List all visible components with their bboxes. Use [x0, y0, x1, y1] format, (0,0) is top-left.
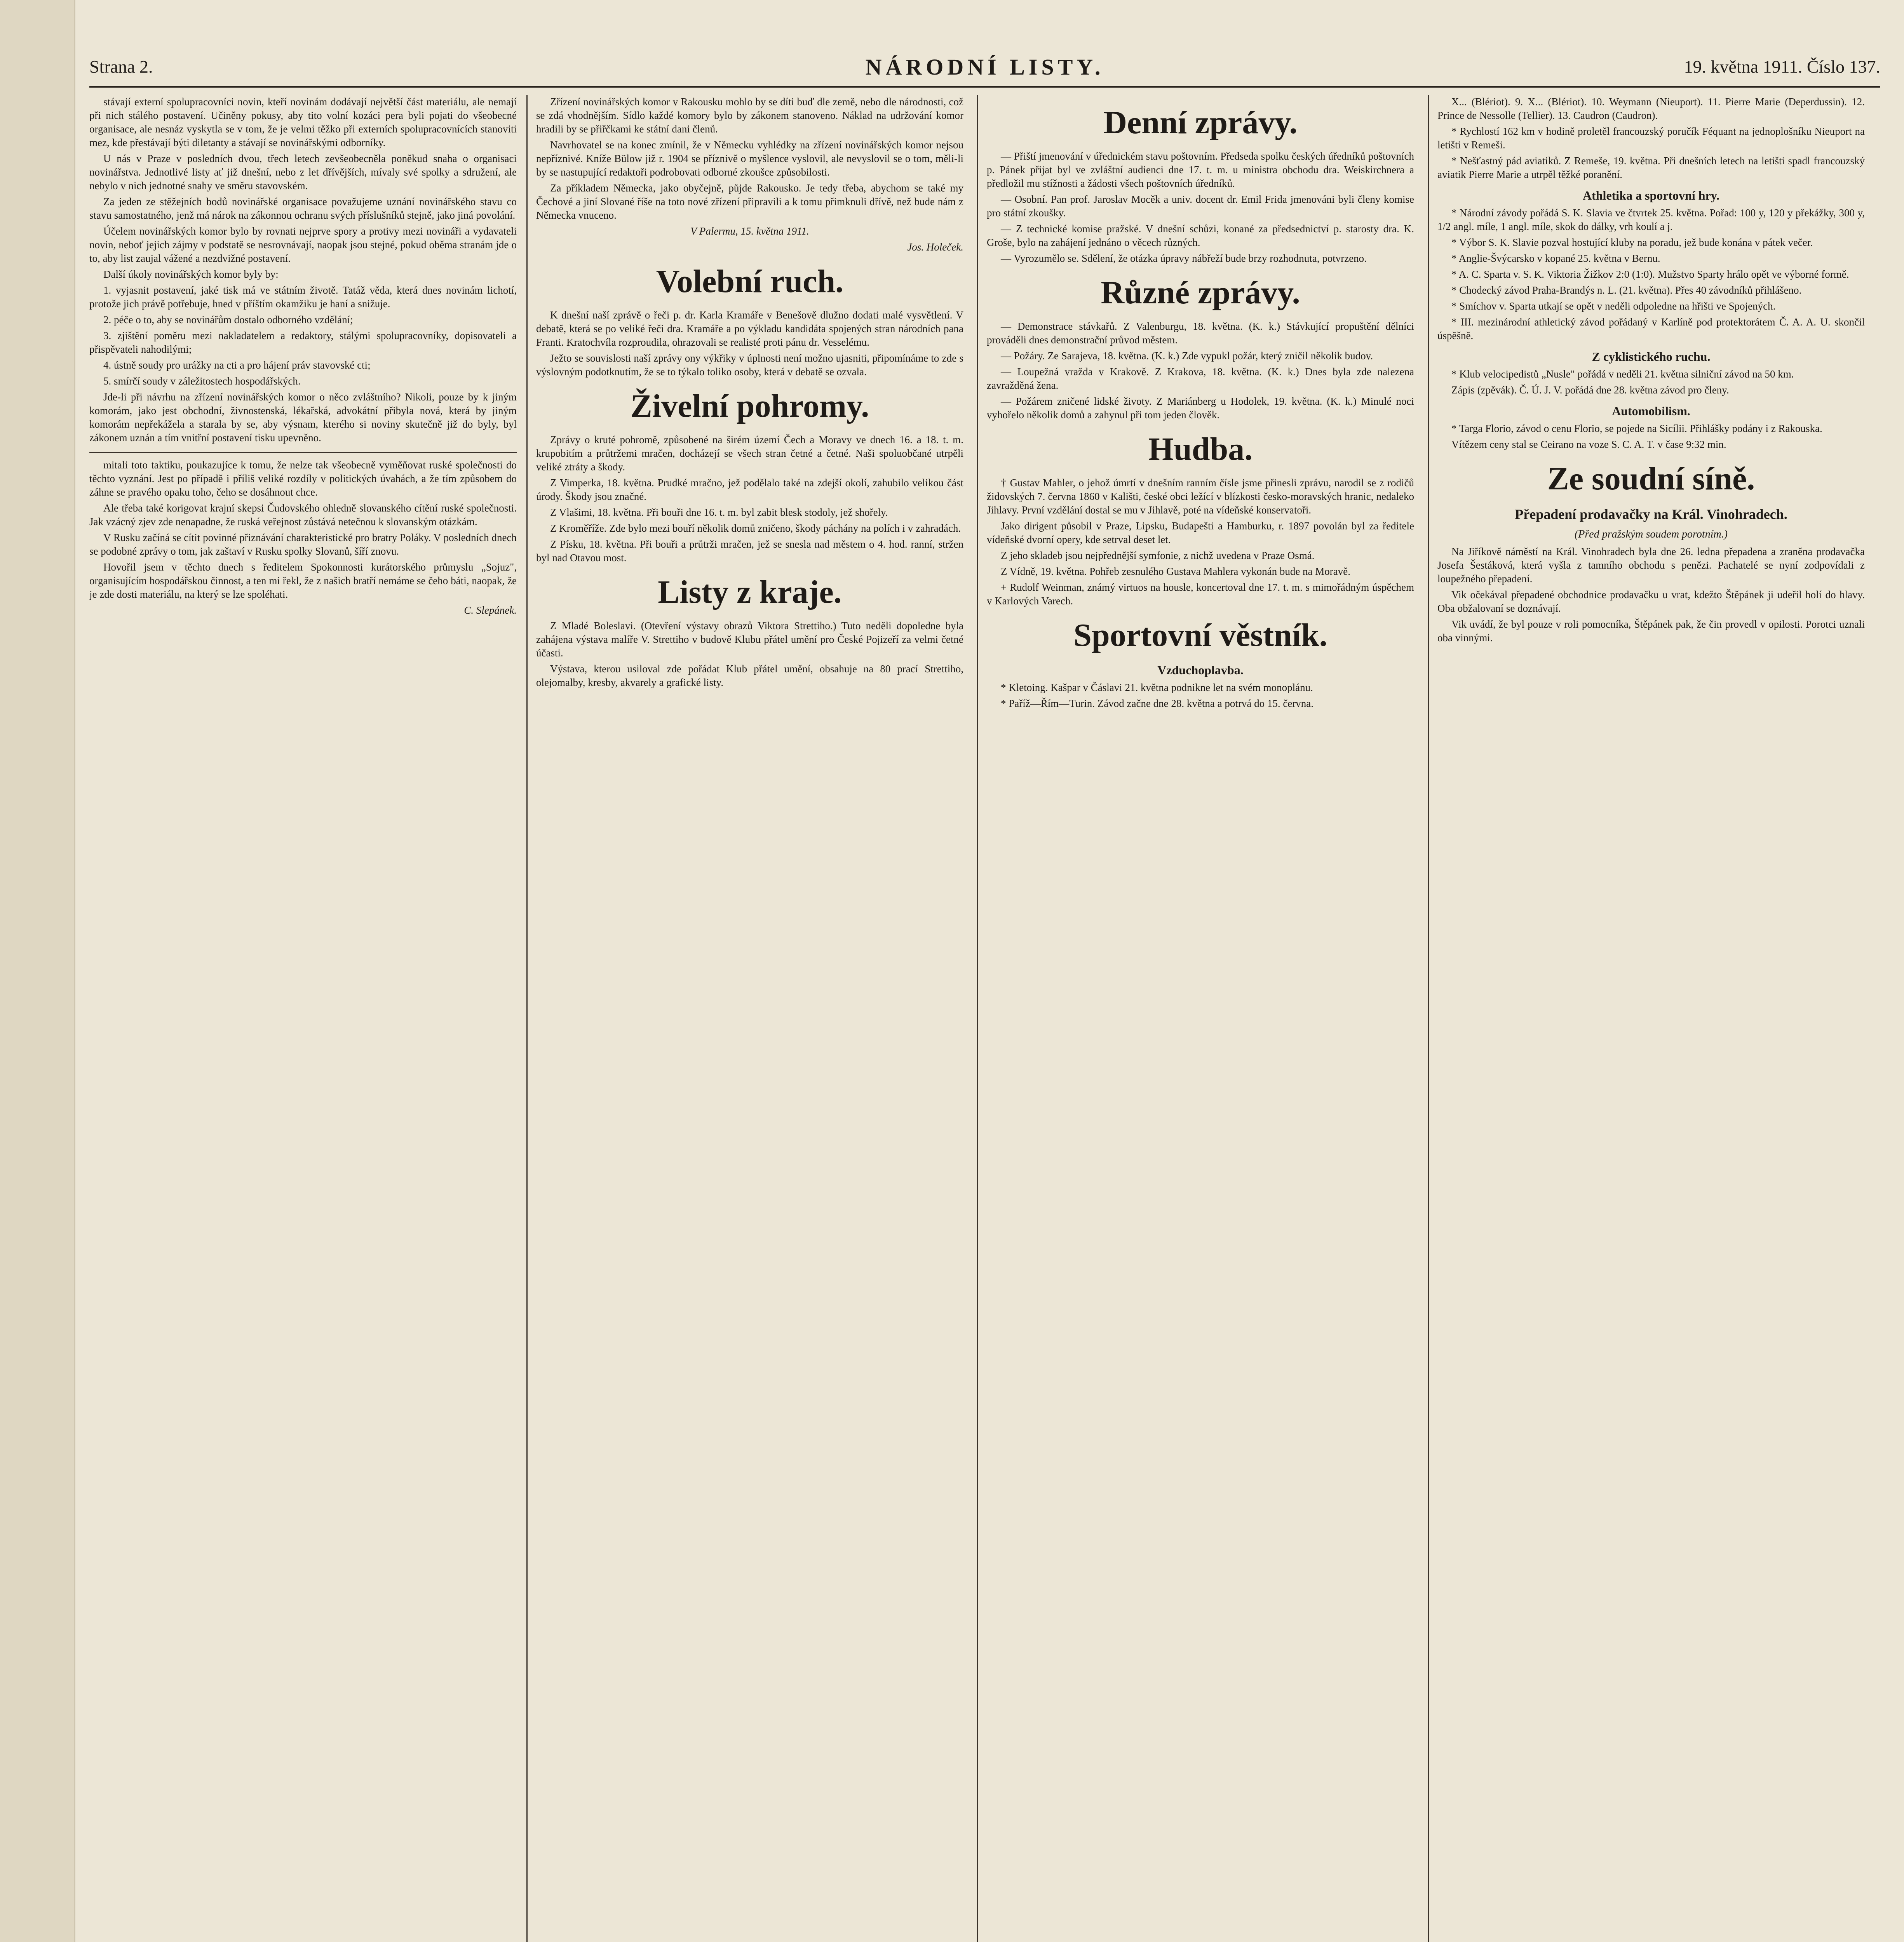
paragraph: * Nešťastný pád aviatiků. Z Remeše, 19. května. Při dnešních letech na letišti spadl francouzský aviatik Pierre Marie a utrpěl těžké poranění.: [1437, 155, 1865, 180]
article-signature: Jos. Holeček.: [907, 241, 963, 253]
paragraph: * A. C. Sparta v. S. K. Viktoria Žižkov 2:0 (1:0). Mužstvo Sparty hrálo opět ve výborné formě.: [1451, 268, 1849, 280]
paragraph: mitali toto taktiku, poukazujíce k tomu, že nelze tak všeobecně vyměňovat ruské společnosti do těchto vyznání. Jest po případě i příliš veliké rozdíly v politických úvahách, a že tím způsobem do záhne se pravého opaku toho, čeho se dosáhnout chce.: [89, 459, 517, 498]
section-heading-listy-z-kraje: Listy z kraje.: [658, 574, 842, 610]
paragraph: Jako dirigent působil v Praze, Lipsku, Budapešti a Hamburku, r. 1897 povolán byl za ředitele vídeňské dvorní opery, kde setrval deset let.: [987, 520, 1414, 545]
paragraph: — Demonstrace stávkařů. Z Valenburgu, 18. května. (K. k.) Stávkující propuštění dělníci prováděli dnes demonstrační průvod městem.: [987, 320, 1414, 346]
paragraph: Z Vlašimi, 18. května. Při bouři dne 16. t. m. byl zabit blesk stodoly, jež shořely.: [550, 506, 888, 518]
issue-date: 19. května 1911. Číslo 137.: [1684, 57, 1880, 77]
paragraph: Vik uvádí, že byl pouze v roli pomocníka, Štěpánek pak, že čin provedl v opilosti. Porotci uznali oba vinnými.: [1437, 618, 1865, 644]
paragraph: X... (Blériot). 9. X... (Blériot). 10. Weymann (Nieuport). 11. Pierre Marie (Deperdussin). 12. Prince de Nessolle (Tellier). 13. Caudron (Caudron).: [1437, 96, 1865, 121]
paragraph: Účelem novinářských komor bylo by rovnati nejprve spory a protivy mezi novináři a vydavateli novin, neboť jejich zájmy v podstatě se nesrovnávají, naopak jsou stejné, pokud oběma stranám jde o to, aby list zaujal vážené a nezdvižné postavení.: [89, 225, 517, 264]
page-header: [89, 56, 1880, 84]
column-1: [89, 95, 517, 1942]
section-heading-zivelni-pohromy: Živelní pohromy.: [630, 388, 869, 424]
column-rule: [526, 95, 528, 1942]
paragraph: U nás v Praze v posledních dvou, třech letech zevšeobecněla poněkud snaha o organisaci novinářstva. Jednotlivé listy ať již dnešní, nebo z let dřívějších, mívaly své spolky a sdružení, ale nebylo v nich jednotné snahy ve směru stavovském.: [89, 153, 517, 191]
section-heading-volebni-ruch: Volební ruch.: [656, 263, 844, 299]
paragraph: * Národní závody pořádá S. K. Slavia ve čtvrtek 25. května. Pořad: 100 y, 120 y překážky, 300 y, 1/2 angl. míle, 1 angl. míle, skok do dálky, vrh koulí a j.: [1437, 207, 1865, 232]
paragraph: * III. mezinárodní athletický závod pořádaný v Karlíně pod protektorátem Č. A. A. U. skončil úspěšně.: [1437, 316, 1865, 341]
column-4: [1437, 95, 1865, 1942]
paragraph: * Rychlostí 162 km v hodině proletěl francouzský poručík Féquant na jednoplošníku Nieuport na letišti v Remeši.: [1437, 125, 1865, 151]
paragraph: Vítězem ceny stal se Ceirano na voze S. C. A. T. v čase 9:32 min.: [1451, 439, 1726, 450]
paragraph: Zprávy o kruté pohromě, způsobené na širém území Čech a Moravy ve dnech 16. a 18. t. m. krupobitím a průtržemi mračen, docházejí se všech stran četné a četné. Naši spoluobčané utrpěli veliké ztráty a škody.: [536, 434, 963, 473]
paragraph: — Přiští jmenování v úřednickém stavu poštovním. Předseda spolku českých úředníků poštovních p. Pánek přijat byl ve zvláštní audienci dne 17. t. m. u ministra obchodu dra. Weiskirchnera a předložil mu stížnosti a žádosti všech poštovních úředníků.: [987, 150, 1414, 189]
column-rule: [977, 95, 978, 1942]
paragraph: + Rudolf Weinman, známý virtuos na housle, koncertoval dne 17. t. m. s mimořádným úspěchem v Karlových Varech.: [987, 581, 1414, 607]
section-heading-hudba: Hudba.: [1148, 431, 1253, 467]
paragraph: Z jeho skladeb jsou nejpřednější symfonie, z nichž uvedena v Praze Osmá.: [1001, 550, 1315, 561]
paragraph: * Smíchov v. Sparta utkají se opět v neděli odpoledne na hřišti ve Spojených.: [1451, 300, 1776, 312]
paragraph: 5. smírčí soudy v záležitostech hospodářských.: [103, 375, 301, 387]
paragraph: Zápis (zpěvák). Č. Ú. J. V. pořádá dne 28. května závod pro členy.: [1451, 384, 1729, 396]
paragraph: — Z technické komise pražské. V dnešní schůzi, konané za předsednictví p. starosty dra. K. Groše, bylo na zahájení jednáno o věcech různých.: [987, 223, 1414, 248]
page-number: Strana 2.: [89, 57, 153, 77]
paragraph: — Požárem zničené lidské životy. Z Mariánberg u Hodolek, 19. května. (K. k.) Minulé noci vyhořelo několik domů a zahynul při tom jeden člověk.: [987, 395, 1414, 421]
paragraph: — Požáry. Ze Sarajeva, 18. května. (K. k.) Zde vypukl požár, který zničil několik budov.: [1001, 350, 1373, 362]
paragraph: 3. zjištění poměru mezi nakladatelem a redaktory, stálými spolupracovníky, dopisovateli a přispěvateli nahodilými;: [89, 330, 517, 355]
paragraph: Z Vimperka, 18. května. Prudké mračno, jež podělalo také na zdejší okolí, zahubilo velikou část úrody. Škody jsou značné.: [536, 477, 963, 502]
paragraph: Jde-li při návrhu na zřízení novinářských komor o něco zvláštního? Nikoli, pouze by k jiným komorám, jako jest obchodní, živnostenská, lékařská, advokátní přibyla nová, která by jiným komorám nepřekážela a starala by se, aby výsnam, kterého si noviny skutečně již do byly, byl zákonem uznán a tím vnitřní postavení tisku upevněno.: [89, 391, 517, 444]
paragraph: Z Kroměříže. Zde bylo mezi bouří několik domů zničeno, škody páchány na polích i v zahradách.: [550, 522, 961, 534]
paragraph: K dnešní naší zprávě o řeči p. dr. Karla Kramáře v Benešově dlužno dodati malé vysvětlení. V debatě, která se po veliké řeči dra. Kramáře a po výkladu kandidáta spojených stran národních pana Franti. Kratochvíla rozproudila, ohrazovali se realisté proti pánu dr. Vesselému.: [536, 309, 963, 348]
header-rule: [89, 86, 1880, 88]
paragraph: * Chodecký závod Praha-Brandýs n. L. (21. května). Přes 40 závodníků přihlášeno.: [1451, 284, 1802, 296]
paragraph: Hovořil jsem v těchto dnech s ředitelem Spokonnosti kurátorského průmyslu „Sojuz", organisujícím hospodářskou činnost, a ten mi řekl, že z našich bratří nemáme se čeho báti, naopak, že je zde dosti materiálu, na který se lze spoléhati.: [89, 561, 517, 600]
paragraph: Za jeden ze stěžejních bodů novinářské organisace považujeme uznání novinářského stavu co stavu samostatného, jenž má nárok na zákonnou ochranu svých příslušníků stejně, jako jiná povolání.: [89, 196, 517, 221]
paragraph: — Loupežná vražda v Krakově. Z Krakova, 18. května. (K. k.) Dnes byla zde nalezena zavražděná žena.: [987, 366, 1414, 391]
paragraph: Z Mladé Boleslavi. (Otevření výstavy obrazů Viktora Strettiho.) Tuto neděli dopoledne byla zahájena výstava malíře V. Strettiho v budově Klubu přátel umění pro České Pojizeří za velmi četné účasti.: [536, 620, 963, 659]
masthead-title: NÁRODNÍ LISTY.: [865, 54, 1104, 80]
section-heading-ruzne-zpravy: Různé zprávy.: [1101, 275, 1300, 311]
paragraph: Za příkladem Německa, jako obyčejně, půjde Rakousko. Je tedy třeba, abychom se také my Čechové a jiní Slované říše na toto nové zřízení připravili a k tomu přimknuli dřívě, než bude nám z Německa vnuceno.: [536, 182, 963, 221]
paragraph: V Rusku začíná se cítit povinné přiznávání charakteristické pro bratry Poláky. V posledních dnech se podobné zprávy o tom, jak zaštaví v Rusku spolky Slovanů, šíří znovu.: [89, 532, 517, 557]
paragraph: * Kletoing. Kašpar v Čáslavi 21. května podnikne let na svém monoplánu.: [1001, 682, 1313, 693]
paragraph: Vik očekával přepadené obchodnice prodavačku u vrat, kdežto Štěpánek ji udeřil holí do hlavy. Oba obžalovaní se doznávají.: [1437, 589, 1865, 614]
paragraph: * Výbor S. K. Slavie pozval hostující kluby na poradu, jež bude konána v pátek večer.: [1451, 237, 1813, 248]
paragraph: Z Písku, 18. května. Při bouři a průtrži mračen, jež se snesla nad městem o 4. hod. ranní, stržen byl nad Otavou most.: [536, 538, 963, 564]
paragraph: Ale třeba také korigovat krajní skepsi Čudovského ohledně slovanského cítění ruské společnosti. Jak vzácný zjev zde nenapadne, že ruská veřejnost zůstává netečnou k slovanským otázkám.: [89, 502, 517, 527]
article-note: (Před pražským soudem porotním.): [1574, 528, 1728, 540]
paragraph: Navrhovatel se na konec zmínil, že v Německu vyhlédky na zřízení novinářských komor nejsou nepříznivé. Kníže Bülow již r. 1904 se příznivě o myšlence vyslovil, ale nevyslovil se o tom, měli-li by se nastupující redaktoři podrobovati odborné zkoušce způsobilosti.: [536, 139, 963, 178]
paragraph: Výstava, kterou usiloval zde pořádat Klub přátel umění, obsahuje na 80 prací Strettiho, olejomalby, kresby, akvarely a grafické listy.: [536, 663, 963, 688]
paragraph: — Vyrozumělo se. Sdělení, že otázka úpravy nábřeží bude brzy rozhodnuta, potvrzeno.: [1001, 252, 1367, 264]
paragraph: 2. péče o to, aby se novinářům dostalo odborného vzdělání;: [103, 314, 353, 325]
paragraph: stávají externí spolupracovníci novin, kteří novinám dodávají největší část materiálu, ale nemají při nich stálého postavení. Učiněny pokusy, aby tito volní kozáci pera byli pojati do všeobecné organisace, ale nesnáz vyskytla se v tom, že je velmi těžko při externích spolupracovnících stanoviti mez, kde přestávají býti diletanty a stávají se novinářskými odborníky.: [89, 96, 517, 148]
column-3: [987, 95, 1414, 1942]
paragraph: † Gustav Mahler, o jehož úmrtí v dnešním ranním čísle jsme přinesli zprávu, narodil se z rodičů židovských 7. června 1860 v Kališti, české obci ležící v blízkosti česko-moravských hranic, nedaleko Jihlavy. První vzdělání dostal se mu v Jihlavě, poté na vídeňské konservatoři.: [987, 477, 1414, 516]
paragraph: * Paříž—Řím—Turin. Závod začne dne 28. května a potrvá do 15. června.: [1001, 698, 1314, 709]
article-headline: Přepadení prodavačky na Král. Vinohradech.: [1515, 506, 1787, 522]
section-heading-ze-soudni-sine: Ze soudní síně.: [1547, 461, 1755, 497]
paragraph: 1. vyjasnit postavení, jaké tisk má ve státním životě. Tatáž věda, která dnes novinám lichotí, protože jich právě potřebuje, hned v příštím okamžiku je haní a snižuje.: [89, 284, 517, 310]
paragraph: Další úkoly novinářských komor byly by:: [103, 268, 279, 280]
paragraph: 4. ústně soudy pro urážky na cti a pro hájení práv stavovské cti;: [103, 359, 371, 371]
paragraph: Na Jiříkově náměstí na Král. Vinohradech byla dne 26. ledna přepadena a zraněna prodavačka Josefa Šestáková, která vyšla z tamního obchodu s penězi. Pachatelé se nyní zodpovídali z loupežného přepadení.: [1437, 546, 1865, 585]
section-heading-sportovni-vestnik: Sportovní věstník.: [1073, 617, 1327, 653]
column-2: [536, 95, 963, 1942]
paragraph: * Klub velocipedistů „Nusle" pořádá v neděli 21. května silniční závod na 50 km.: [1451, 368, 1794, 380]
column-rule: [1428, 95, 1429, 1942]
page-binding-gutter: [0, 0, 75, 1942]
subsection-heading: Athletika a sportovní hry.: [1582, 188, 1720, 202]
subsection-heading: Vzduchoplavba.: [1157, 663, 1244, 677]
paragraph: * Targa Florio, závod o cenu Florio, se pojede na Sicílii. Přihlášky podány i z Rakouska.: [1451, 423, 1822, 434]
paragraph: — Osobní. Pan prof. Jaroslav Mocěk a univ. docent dr. Emil Frida jmenováni byli členy komise pro státní zkoušky.: [987, 193, 1414, 219]
paragraph: Z Vídně, 19. května. Pohřeb zesnulého Gustava Mahlera vykonán bude na Moravě.: [1001, 566, 1351, 577]
paragraph: Ježto se souvislosti naší zprávy ony výkřiky v úplnosti není možno ujasniti, připomínáme to zde s výslovným podotknutím, že se to týkalo toliko osoby, která v debatě se ozvala.: [536, 352, 963, 378]
subsection-heading: Z cyklistického ruchu.: [1592, 350, 1711, 364]
article-dateline: V Palermu, 15. května 1911.: [690, 225, 809, 237]
paragraph: Zřízení novinářských komor v Rakousku mohlo by se díti buď dle země, nebo dle národnosti, což se zdá vhodnějším. Sídlo každé komory bylo by zákonem stanoveno. Náklad na udržování komor hradili by se přiřčkami ke státní dani členů.: [536, 96, 963, 135]
article-signature: C. Slepánek.: [464, 604, 517, 616]
section-divider: [89, 452, 517, 453]
subsection-heading: Automobilism.: [1612, 404, 1690, 418]
section-heading-denni-zpravy: Denní zprávy.: [1103, 104, 1298, 141]
paragraph: * Anglie-Švýcarsko v kopané 25. května v Bernu.: [1451, 252, 1660, 264]
